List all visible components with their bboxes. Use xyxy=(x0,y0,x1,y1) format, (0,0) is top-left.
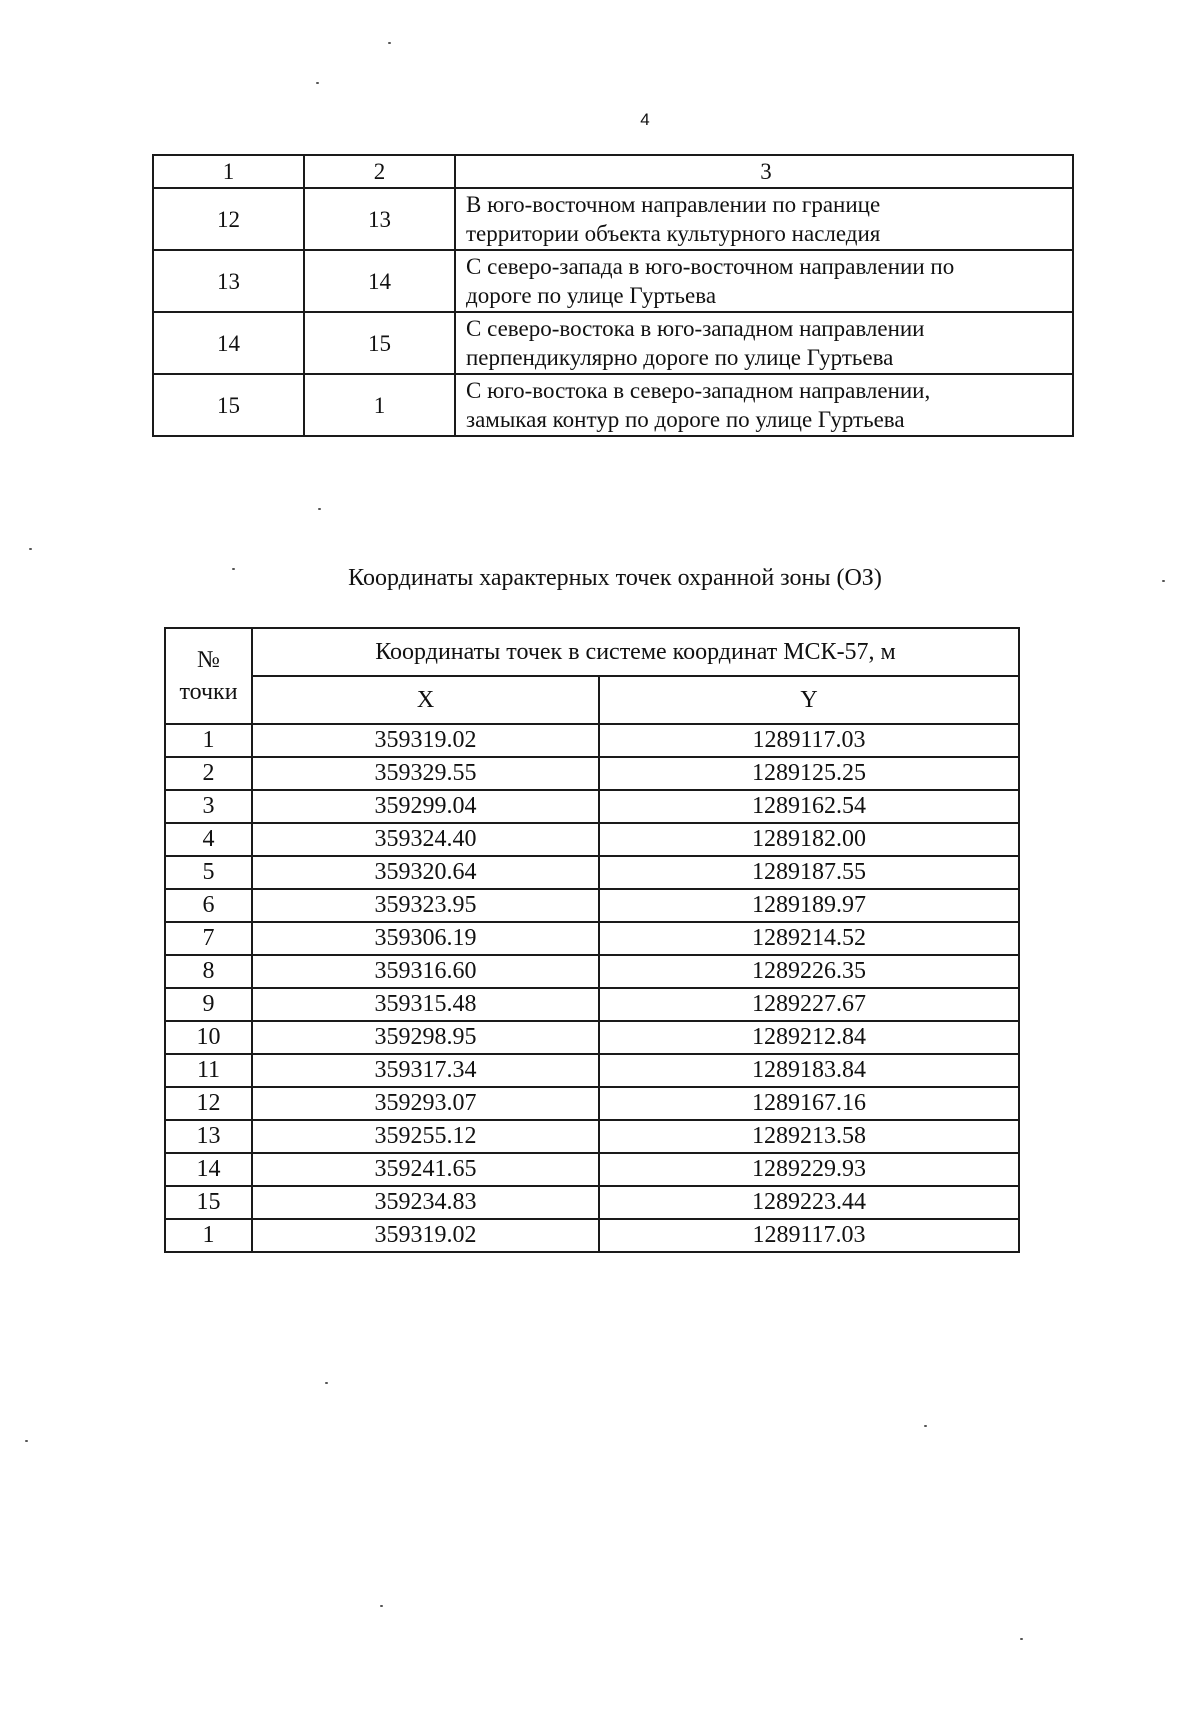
route-from-point: 14 xyxy=(153,312,304,374)
y-coordinate-cell: 1289226.35 xyxy=(599,955,1019,988)
point-number-cell: 7 xyxy=(165,922,252,955)
route-description xyxy=(455,250,1073,312)
route-description-line: С юго-востока в северо-западном направлении, xyxy=(466,378,931,403)
coordinates-table xyxy=(164,627,1020,1253)
route-description-table xyxy=(152,154,1074,437)
table-row xyxy=(165,1153,1019,1186)
route-from-point: 13 xyxy=(153,250,304,312)
point-number-cell: 1 xyxy=(165,1219,252,1252)
route-from-point: 12 xyxy=(153,188,304,250)
x-coordinate-cell: 359241.65 xyxy=(252,1153,599,1186)
point-number-cell: 4 xyxy=(165,823,252,856)
scan-speck xyxy=(29,548,32,550)
table-row xyxy=(165,724,1019,757)
x-coordinate-cell: 359293.07 xyxy=(252,1087,599,1120)
x-column-header: X xyxy=(252,676,599,724)
y-coordinate-cell: 1289212.84 xyxy=(599,1021,1019,1054)
point-number-cell: 12 xyxy=(165,1087,252,1120)
point-number-word: точки xyxy=(179,679,238,705)
table-row xyxy=(165,1120,1019,1153)
route-description xyxy=(455,188,1073,250)
y-coordinate-cell: 1289223.44 xyxy=(599,1186,1019,1219)
y-coordinate-cell: 1289229.93 xyxy=(599,1153,1019,1186)
x-coordinate-cell: 359316.60 xyxy=(252,955,599,988)
page-number: 4 xyxy=(640,110,650,129)
y-coordinate-cell: 1289167.16 xyxy=(599,1087,1019,1120)
coordinates-table-title: Координаты характерных точек охранной зоны (ОЗ) xyxy=(348,565,882,591)
x-coordinate-cell: 359298.95 xyxy=(252,1021,599,1054)
table-row xyxy=(165,1087,1019,1120)
point-number-cell: 8 xyxy=(165,955,252,988)
x-coordinate-cell: 359320.64 xyxy=(252,856,599,889)
route-row xyxy=(153,312,1073,374)
scan-speck xyxy=(316,82,319,84)
x-coordinate-cell: 359329.55 xyxy=(252,757,599,790)
table-row xyxy=(165,1186,1019,1219)
point-number-cell: 13 xyxy=(165,1120,252,1153)
point-number-cell: 2 xyxy=(165,757,252,790)
route-from-point: 15 xyxy=(153,374,304,436)
point-number-cell: 1 xyxy=(165,724,252,757)
scan-speck xyxy=(924,1425,927,1427)
route-row xyxy=(153,374,1073,436)
point-number-cell: 5 xyxy=(165,856,252,889)
table-row xyxy=(165,955,1019,988)
scan-speck xyxy=(1162,580,1165,582)
y-coordinate-cell: 1289117.03 xyxy=(599,724,1019,757)
point-number-cell: 10 xyxy=(165,1021,252,1054)
y-coordinate-cell: 1289187.55 xyxy=(599,856,1019,889)
x-coordinate-cell: 359323.95 xyxy=(252,889,599,922)
point-number-cell: 14 xyxy=(165,1153,252,1186)
table-row xyxy=(165,757,1019,790)
x-coordinate-cell: 359319.02 xyxy=(252,1219,599,1252)
x-coordinate-cell: 359255.12 xyxy=(252,1120,599,1153)
y-column-header: Y xyxy=(599,676,1019,724)
point-number-cell: 3 xyxy=(165,790,252,823)
route-description-line: территории объекта культурного наследия xyxy=(466,221,881,246)
y-coordinate-cell: 1289227.67 xyxy=(599,988,1019,1021)
scan-speck xyxy=(232,568,235,570)
route-header-col1: 1 xyxy=(153,155,304,188)
route-to-point: 1 xyxy=(304,374,455,436)
y-coordinate-cell: 1289183.84 xyxy=(599,1054,1019,1087)
point-number-sign: № xyxy=(197,647,220,673)
x-coordinate-cell: 359234.83 xyxy=(252,1186,599,1219)
route-description-line: С северо-востока в юго-западном направлении xyxy=(466,316,925,341)
point-number-cell: 11 xyxy=(165,1054,252,1087)
point-number-cell: 6 xyxy=(165,889,252,922)
x-coordinate-cell: 359317.34 xyxy=(252,1054,599,1087)
route-description-line: перпендикулярно дороге по улице Гуртьева xyxy=(466,345,894,370)
scan-speck xyxy=(325,1382,328,1384)
route-description xyxy=(455,312,1073,374)
route-to-point: 13 xyxy=(304,188,455,250)
route-row xyxy=(153,250,1073,312)
coordinate-system-header: Координаты точек в системе координат МСК-57, м xyxy=(252,628,1019,676)
x-coordinate-cell: 359299.04 xyxy=(252,790,599,823)
scan-speck xyxy=(380,1605,383,1607)
x-coordinate-cell: 359306.19 xyxy=(252,922,599,955)
point-number-header xyxy=(165,628,252,724)
table-row xyxy=(165,889,1019,922)
route-to-point: 14 xyxy=(304,250,455,312)
scan-speck xyxy=(1020,1638,1023,1640)
y-coordinate-cell: 1289213.58 xyxy=(599,1120,1019,1153)
table-row xyxy=(165,1054,1019,1087)
route-table-header-row xyxy=(153,155,1073,188)
route-header-col2: 2 xyxy=(304,155,455,188)
scan-speck xyxy=(388,42,391,44)
point-number-cell: 9 xyxy=(165,988,252,1021)
y-coordinate-cell: 1289182.00 xyxy=(599,823,1019,856)
y-coordinate-cell: 1289189.97 xyxy=(599,889,1019,922)
y-coordinate-cell: 1289162.54 xyxy=(599,790,1019,823)
route-header-col3: 3 xyxy=(455,155,1073,188)
table-row xyxy=(165,922,1019,955)
route-row xyxy=(153,188,1073,250)
route-to-point: 15 xyxy=(304,312,455,374)
route-description-line: дороге по улице Гуртьева xyxy=(466,283,717,308)
route-description-line: С северо-запада в юго-восточном направлении по xyxy=(466,254,955,279)
table-row xyxy=(165,1021,1019,1054)
table-row xyxy=(165,856,1019,889)
scan-speck xyxy=(25,1440,28,1442)
route-description xyxy=(455,374,1073,436)
table-row xyxy=(165,790,1019,823)
x-coordinate-cell: 359324.40 xyxy=(252,823,599,856)
table-row xyxy=(165,1219,1019,1252)
y-coordinate-cell: 1289117.03 xyxy=(599,1219,1019,1252)
route-description-line: В юго-восточном направлении по границе xyxy=(466,192,881,217)
scan-speck xyxy=(318,508,321,510)
route-description-line: замыкая контур по дороге по улице Гуртьева xyxy=(466,407,905,432)
x-coordinate-cell: 359315.48 xyxy=(252,988,599,1021)
table-row xyxy=(165,988,1019,1021)
y-coordinate-cell: 1289214.52 xyxy=(599,922,1019,955)
x-coordinate-cell: 359319.02 xyxy=(252,724,599,757)
y-coordinate-cell: 1289125.25 xyxy=(599,757,1019,790)
table-row xyxy=(165,823,1019,856)
point-number-cell: 15 xyxy=(165,1186,252,1219)
